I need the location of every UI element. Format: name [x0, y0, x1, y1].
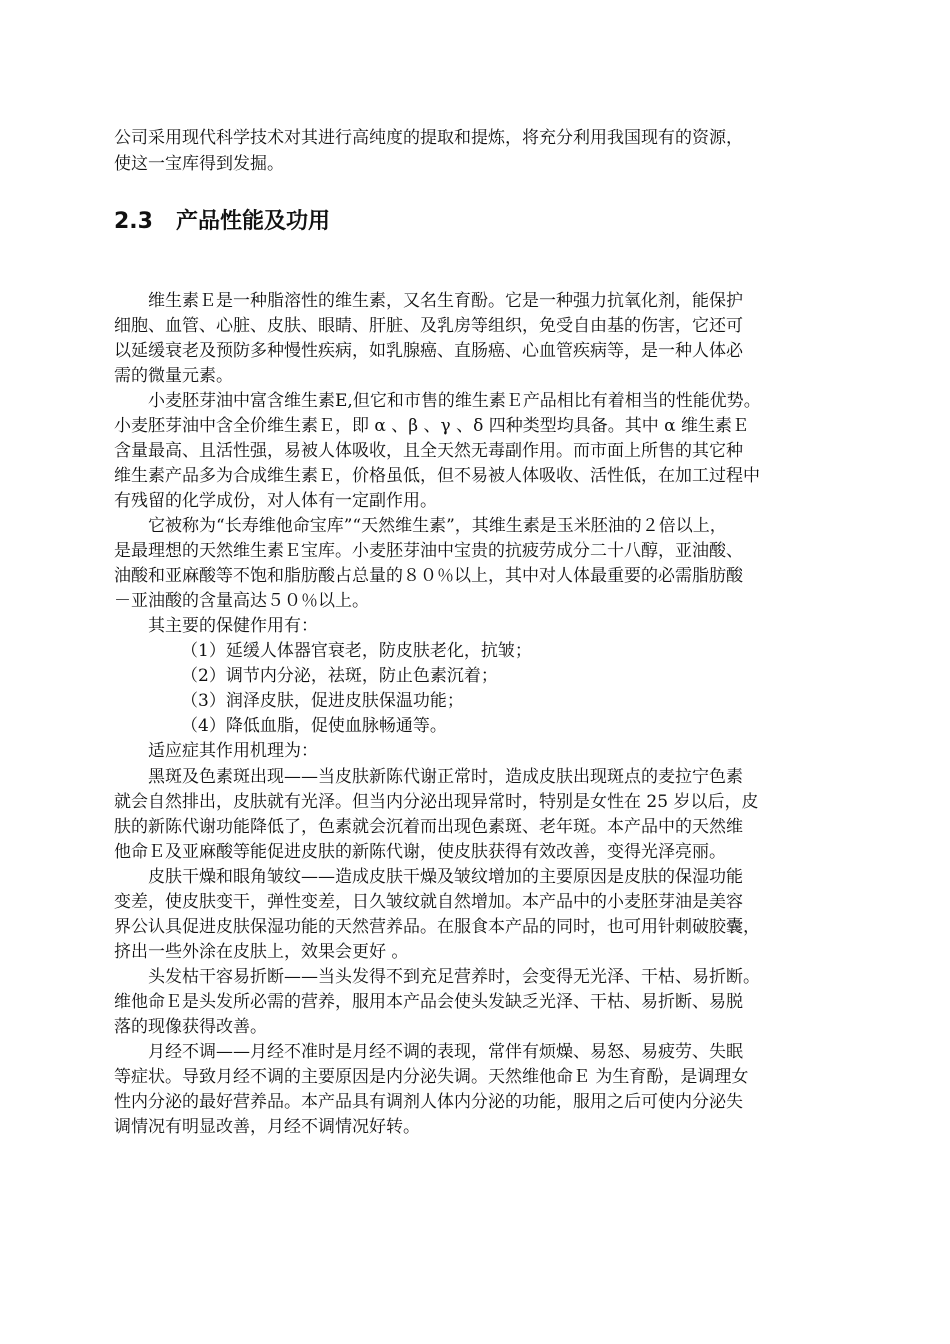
paragraph-line: －亚油酸的含量高达５０％以上。 — [114, 591, 369, 611]
paragraph-line: 有残留的化学成份，对人体有一定副作用。 — [114, 491, 437, 511]
paragraph-line: 皮肤干燥和眼角皱纹——造成皮肤干燥及皱纹增加的主要原因是皮肤的保湿功能 — [148, 867, 743, 887]
paragraph-line: 性内分泌的最好营养品。本产品具有调剂人体内分泌的功能，服用之后可使内分泌失 — [114, 1092, 743, 1112]
paragraph-line: 月经不调——月经不准时是月经不调的表现，常伴有烦燥、易怒、易疲劳、失眠 — [148, 1042, 743, 1062]
paragraph-line: 适应症其作用机理为： — [148, 741, 318, 761]
paragraph-line: 头发枯干容易折断——当头发得不到充足营养时，会变得无光泽、干枯、易折断。 — [148, 967, 760, 987]
section-title: 产品性能及功用 — [176, 209, 331, 234]
paragraph-line: 其主要的保健作用有： — [148, 616, 318, 636]
paragraph-line: 变差，使皮肤变干，弹性变差，日久皱纹就自然增加。本产品中的小麦胚芽油是美容 — [114, 892, 743, 912]
list-item: （1）延缓人体器官衰老，防皮肤老化，抗皱； — [181, 641, 532, 661]
list-item: （2）调节内分泌，祛斑，防止色素沉着； — [181, 666, 498, 686]
paragraph-line: 落的现像获得改善。 — [114, 1017, 267, 1037]
paragraph-line: 含量最高、且活性强，易被人体吸收，且全天然无毒副作用。而市面上所售的其它种 — [114, 441, 743, 461]
paragraph-line: 小麦胚芽油中富含维生素E,但它和市售的维生素Ｅ产品相比有着相当的性能优势。 — [148, 391, 761, 411]
paragraph-line: 细胞、血管、心脏、皮肤、眼睛、肝脏、及乳房等组织，免受自由基的伤害，它还可 — [114, 316, 743, 336]
paragraph-line: 界公认具促进皮肤保湿功能的天然营养品。在服食本产品的同时，也可用针刺破胶囊， — [114, 917, 760, 937]
paragraph-line: 是最理想的天然维生素Ｅ宝库。小麦胚芽油中宝贵的抗疲劳成分二十八醇，亚油酸、 — [114, 541, 743, 561]
paragraph-line: 调情况有明显改善，月经不调情况好转。 — [114, 1117, 420, 1137]
section-heading — [114, 206, 330, 238]
section-number: 2.3 — [114, 209, 153, 234]
paragraph-line: 就会自然排出，皮肤就有光泽。但当内分泌出现异常时，特别是女性在 25 岁以后，皮 — [114, 792, 759, 812]
paragraph-line: 挤出一些外涂在皮肤上，效果会更好 。 — [114, 942, 409, 962]
paragraph-line: 维生素产品多为合成维生素Ｅ，价格虽低，但不易被人体吸收、活性低，在加工过程中 — [114, 466, 760, 486]
paragraph-line: 需的微量元素。 — [114, 366, 233, 386]
paragraph-line: 他命Ｅ及亚麻酸等能促进皮肤的新陈代谢，使皮肤获得有效改善，变得光泽亮丽。 — [114, 842, 726, 862]
intro-line-1: 公司采用现代科学技术对其进行高纯度的提取和提炼，将充分利用我国现有的资源， — [114, 128, 743, 148]
list-item: （3）润泽皮肤，促进皮肤保温功能； — [181, 691, 464, 711]
paragraph-line: 等症状。导致月经不调的主要原因是内分泌失调。天然维他命Ｅ 为生育酚，是调理女 — [114, 1067, 749, 1087]
paragraph-line: 肤的新陈代谢功能降低了，色素就会沉着而出现色素斑、老年斑。本产品中的天然维 — [114, 817, 743, 837]
paragraph-line: 维他命Ｅ是头发所必需的营养，服用本产品会使头发缺乏光泽、干枯、易折断、易脱 — [114, 992, 743, 1012]
paragraph-line: 黑斑及色素斑出现——当皮肤新陈代谢正常时，造成皮肤出现斑点的麦拉宁色素 — [148, 767, 743, 787]
paragraph-line: 维生素Ｅ是一种脂溶性的维生素，又名生育酚。它是一种强力抗氧化剂，能保护 — [148, 291, 743, 311]
list-item: （4）降低血脂，促使血脉畅通等。 — [181, 716, 447, 736]
paragraph-line: 以延缓衰老及预防多种慢性疾病，如乳腺癌、直肠癌、心血管疾病等，是一种人体必 — [114, 341, 743, 361]
paragraph-line: 它被称为“长寿维他命宝库”“天然维生素”，其维生素是玉米胚油的２倍以上， — [148, 516, 727, 536]
intro-line-2: 使这一宝库得到发掘。 — [114, 154, 284, 174]
paragraph-line: 小麦胚芽油中含全价维生素Ｅ，即 α 、β 、γ 、δ 四种类型均具备。其中 α 维生素Ｅ — [114, 416, 750, 436]
paragraph-line: 油酸和亚麻酸等不饱和脂肪酸占总量的８０％以上，其中对人体最重要的必需脂肪酸 — [114, 566, 743, 586]
